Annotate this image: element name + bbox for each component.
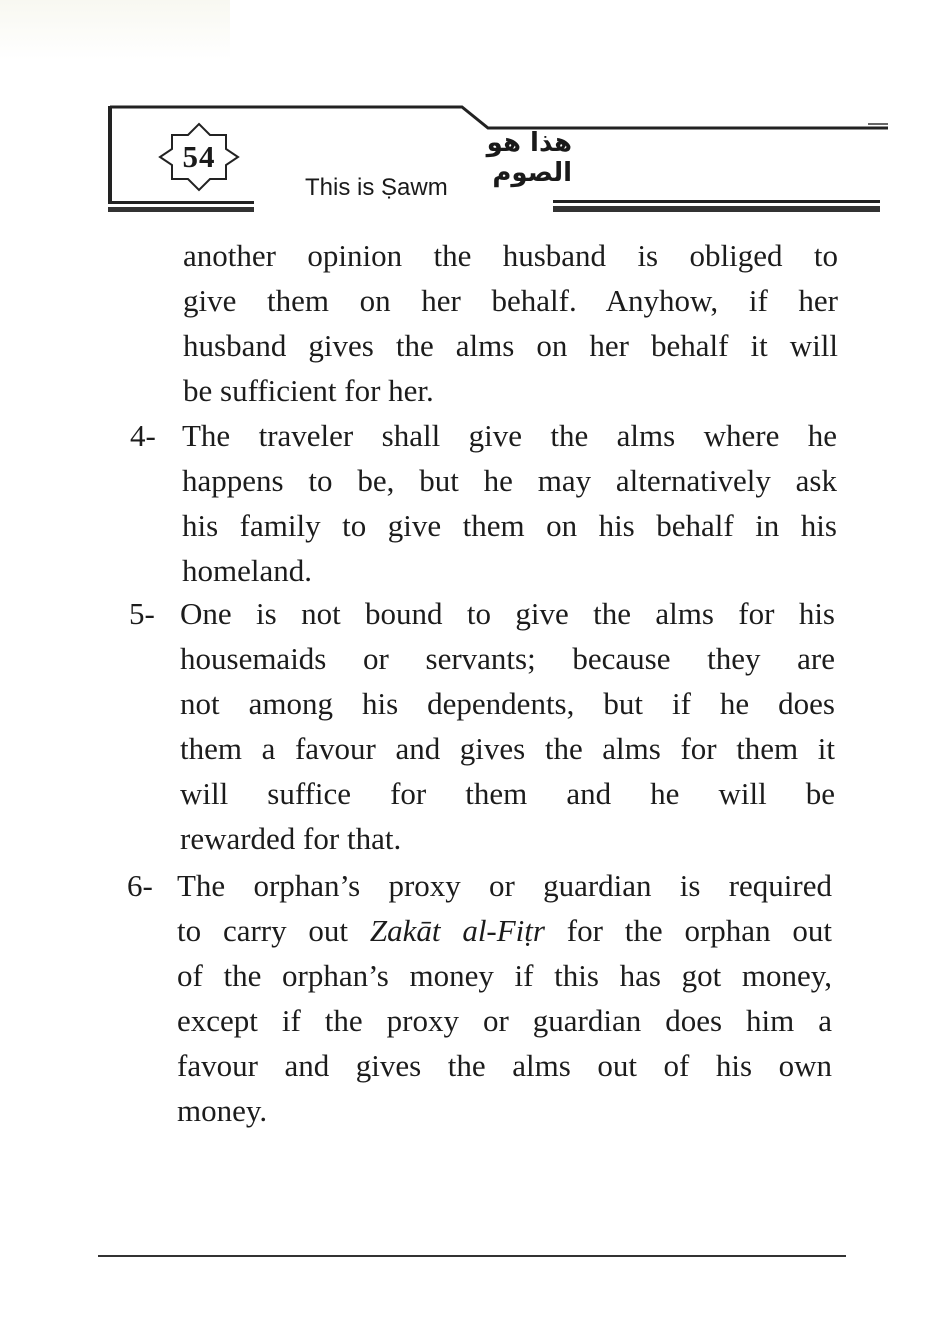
text-run: for the orphan out: [544, 913, 833, 948]
footer-rule: [98, 1255, 846, 1257]
paragraph-line: give them on her behalf. Anyhow, if her: [183, 283, 838, 318]
paragraph-line: rewarded for that.: [180, 821, 402, 856]
paragraph-line: husband gives the alms on her behalf it will: [183, 328, 838, 363]
item-number-4: 4-: [130, 418, 156, 453]
page-number-badge: [158, 122, 240, 192]
paragraph-line: homeland.: [182, 553, 312, 588]
paragraph-line: money.: [177, 1093, 268, 1128]
paragraph-line: his family to give them on his behalf in his: [182, 508, 837, 543]
paragraph-line: will suffice for them and he will be: [180, 776, 835, 811]
title-prefix: This is: [305, 174, 382, 201]
item-paragraph-6: [177, 863, 832, 1133]
paragraph-line: another opinion the husband is obliged to: [183, 238, 838, 273]
paragraph-line: housemaids or servants; because they are: [180, 641, 835, 676]
header-title-arabic: هذا هو الصوم: [486, 128, 572, 188]
title-suffix: awm: [397, 174, 448, 201]
paragraph-line: not among his dependents, but if he does: [180, 686, 835, 721]
header-title-english: [305, 174, 505, 202]
title-accent: Ṣ: [381, 174, 398, 201]
italic-term: Zakāt al-Fiṭr: [369, 913, 545, 948]
item-number-6: 6-: [127, 868, 153, 903]
paragraph-line: except if the proxy or guardian does him a: [177, 1003, 832, 1038]
paragraph-line: [177, 908, 832, 953]
item-paragraph-5: [180, 591, 835, 861]
page-number: 54: [182, 139, 216, 174]
text-run: to carry out: [177, 913, 370, 948]
paragraph-line: of the orphan’s money if this has got money,: [177, 958, 832, 993]
paragraph-line: favour and gives the alms out of his own: [177, 1048, 832, 1083]
item-paragraph-4: [182, 413, 837, 593]
continuation-paragraph: [183, 233, 838, 413]
paragraph-line: be sufficient for her.: [183, 373, 434, 408]
item-number-5: 5-: [129, 596, 155, 631]
page-header: [0, 0, 936, 225]
paragraph-line: them a favour and gives the alms for them it: [180, 731, 835, 766]
paragraph-line: happens to be, but he may alternatively ask: [182, 463, 837, 498]
paragraph-line: One is not bound to give the alms for his: [180, 596, 835, 631]
paragraph-line: The orphan’s proxy or guardian is required: [177, 868, 832, 903]
paragraph-line: The traveler shall give the alms where he: [182, 418, 837, 453]
